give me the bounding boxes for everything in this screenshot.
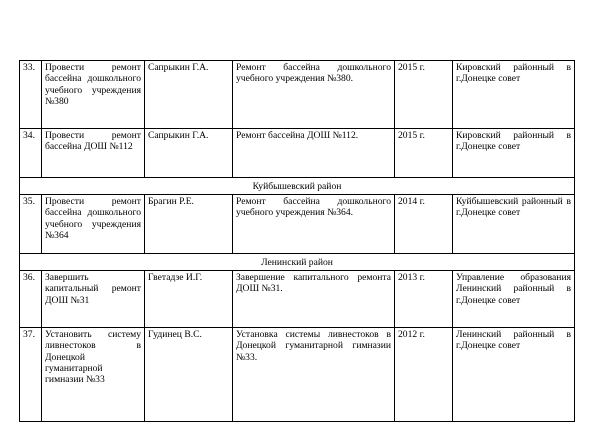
row-number: 33. (20, 61, 42, 129)
task-cell: Провести ремонт бассейна дошкольного учебного учреждения №380 (42, 61, 145, 129)
responsible-cell: Сапрыкин Г.А. (145, 129, 233, 178)
organization-cell: Кировский районный в г.Донецке совет (453, 129, 575, 178)
task-cell: Установить систему ливнестоков в Донецкой гуманитарной гимназии №33 (42, 328, 145, 422)
table-row (20, 129, 575, 178)
description-cell: Установка системы ливнестоков в Донецкой гуманитарной гимназии №33. (233, 328, 395, 422)
responsible-cell: Гудинец В.С. (145, 328, 233, 422)
year-cell: 2014 г. (395, 195, 453, 254)
description-cell: Ремонт бассейна дошкольного учебного учреждения №380. (233, 61, 395, 129)
responsible-cell: Гветадзе И.Г. (145, 271, 233, 328)
organization-cell: Ленинский районный в г.Донецке совет (453, 328, 575, 422)
year-cell: 2012 г. (395, 328, 453, 422)
row-number: 37. (20, 328, 42, 422)
organization-cell: Кировский районный в г.Донецке совет (453, 61, 575, 129)
description-cell: Завершение капитального ремонта ДОШ №31. (233, 271, 395, 328)
row-number: 34. (20, 129, 42, 178)
year-cell: 2015 г. (395, 129, 453, 178)
table-row (20, 328, 575, 422)
section-row (20, 178, 575, 195)
section-title: Ленинский район (20, 254, 575, 271)
year-cell: 2015 г. (395, 61, 453, 129)
section-row (20, 254, 575, 271)
table-row (20, 195, 575, 254)
description-cell: Ремонт бассейна дошкольного учебного учреждения №364. (233, 195, 395, 254)
task-cell: Провести ремонт бассейна дошкольного учебного учреждения №364 (42, 195, 145, 254)
year-cell: 2013 г. (395, 271, 453, 328)
table-row (20, 271, 575, 328)
responsible-cell: Сапрыкин Г.А. (145, 61, 233, 129)
task-cell: Завершить капитальный ремонт ДОШ №31 (42, 271, 145, 328)
section-title: Куйбышевский район (20, 178, 575, 195)
table-row (20, 61, 575, 129)
row-number: 35. (20, 195, 42, 254)
description-cell: Ремонт бассейна ДОШ №112. (233, 129, 395, 178)
task-cell: Провести ремонт бассейна ДОШ №112 (42, 129, 145, 178)
organization-cell: Управление образования Ленинский районный в г.Донецке совет (453, 271, 575, 328)
responsible-cell: Брагин Р.Е. (145, 195, 233, 254)
plan-table (19, 60, 575, 422)
organization-cell: Куйбышевский районный в г.Донецке совет (453, 195, 575, 254)
row-number: 36. (20, 271, 42, 328)
